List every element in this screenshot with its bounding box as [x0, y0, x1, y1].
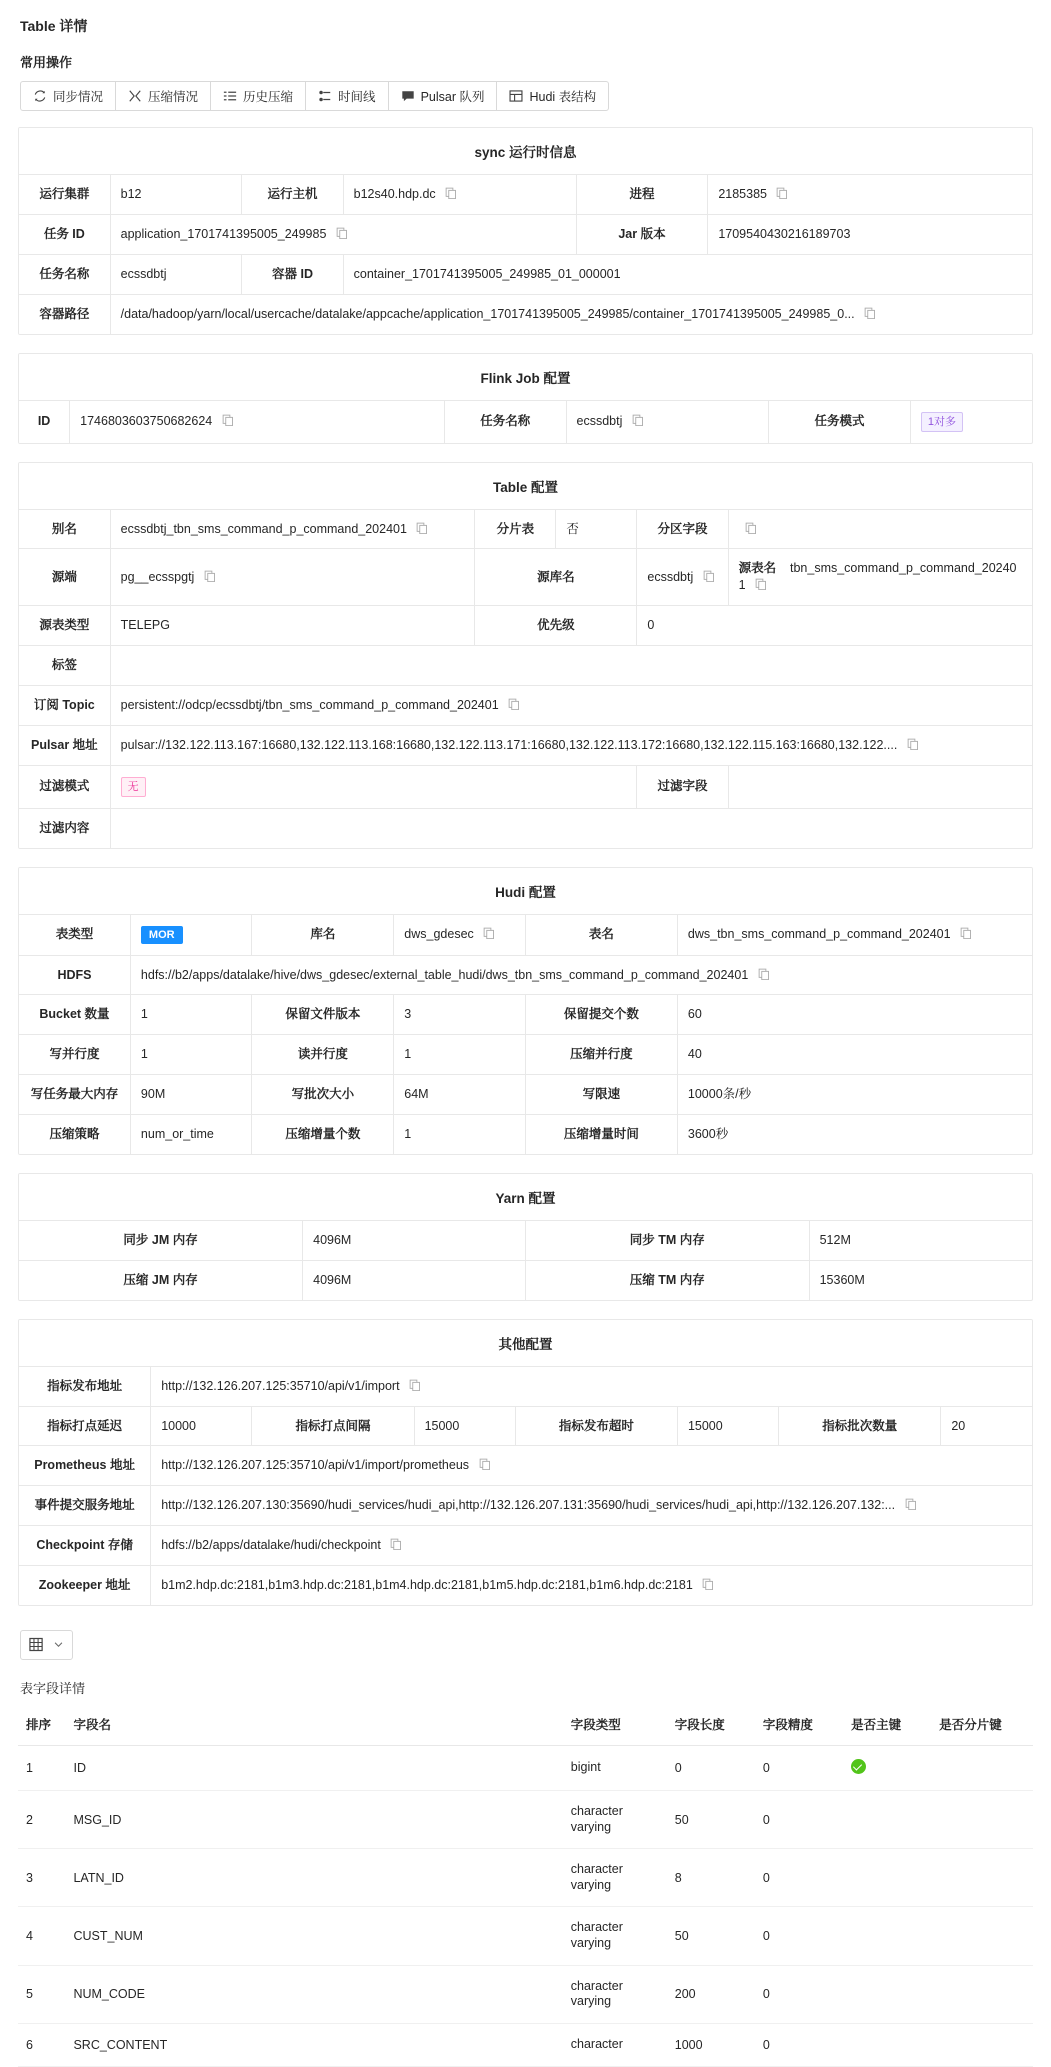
comp-tm-label: 压缩 TM 内存 — [525, 1260, 809, 1299]
prometheus-label: Prometheus 地址 — [19, 1446, 151, 1486]
fields-table — [18, 1703, 1033, 2067]
metric-timeout-label: 指标发布超时 — [515, 1406, 677, 1446]
table-config-card — [18, 462, 1033, 849]
source-table-cell — [728, 549, 1032, 606]
filter-field-label: 过滤字段 — [637, 765, 728, 808]
table-row — [19, 401, 1032, 443]
field-name: MSG_ID — [65, 1790, 562, 1848]
field-name: NUM_CODE — [65, 1965, 562, 2023]
keep-file-ver-value: 3 — [394, 995, 526, 1035]
hudi-config-table — [19, 915, 1032, 1154]
write-limit-value: 10000条/秒 — [677, 1075, 1032, 1115]
field-is-shard-key — [931, 1745, 1033, 1790]
field-is-primary-key — [843, 1965, 931, 2023]
column-header-field-name[interactable]: 字段名 — [65, 1703, 562, 1746]
container-id-label: 容器 ID — [242, 254, 343, 294]
filter-mode-badge: 无 — [121, 777, 146, 797]
field-is-primary-key — [843, 1907, 931, 1965]
table-row — [19, 1566, 1032, 1605]
write-limit-label: 写限速 — [525, 1075, 677, 1115]
table-row — [19, 1115, 1032, 1154]
copy-icon[interactable] — [416, 522, 428, 534]
metric-interval-value: 15000 — [414, 1406, 515, 1446]
flink-id-value: 1746803603750682624 — [70, 401, 445, 443]
compress-strategy-value: num_or_time — [130, 1115, 252, 1154]
hudi-table-structure-label: Hudi 表结构 — [529, 90, 597, 104]
source-db-value: ecssdbtj — [637, 549, 728, 606]
pulsar-queue-label: Pulsar 队列 — [420, 90, 485, 104]
copy-icon[interactable] — [632, 414, 644, 426]
table-row — [19, 214, 1032, 254]
copy-icon[interactable] — [390, 1538, 402, 1550]
field-precision: 0 — [755, 1745, 843, 1790]
field-length: 1000 — [667, 2023, 755, 2066]
keep-commit-label: 保留提交个数 — [525, 995, 677, 1035]
other-config-card — [18, 1319, 1033, 1606]
source-type-value: TELEPG — [110, 606, 475, 646]
hudi-table-type-label: 表类型 — [19, 915, 130, 956]
table-row — [19, 549, 1032, 606]
compress-strategy-label: 压缩策略 — [19, 1115, 130, 1154]
metric-publish-label: 指标发布地址 — [19, 1367, 151, 1406]
sync-runtime-title: sync 运行时信息 — [19, 128, 1032, 175]
compress-parallel-label: 压缩并行度 — [525, 1035, 677, 1075]
host-label: 运行主机 — [242, 175, 343, 214]
process-label: 进程 — [576, 175, 708, 214]
alias-label: 别名 — [19, 510, 110, 549]
field-precision: 0 — [755, 1790, 843, 1848]
compress-icon — [128, 89, 142, 103]
column-header-field-type[interactable]: 字段类型 — [563, 1703, 667, 1746]
other-config-title: 其他配置 — [19, 1320, 1032, 1367]
compress-inc-num-label: 压缩增量个数 — [252, 1115, 394, 1154]
write-parallel-value: 1 — [130, 1035, 252, 1075]
table-row — [18, 1907, 1033, 1965]
keep-commit-value: 60 — [677, 995, 1032, 1035]
hudi-table-value: dws_tbn_sms_command_p_command_202401 — [677, 915, 1032, 956]
copy-icon[interactable] — [445, 187, 457, 199]
alias-value: ecssdbtj_tbn_sms_command_p_command_202401 — [110, 510, 475, 549]
copy-icon[interactable] — [907, 738, 919, 750]
max-mem-value: 90M — [130, 1075, 252, 1115]
container-path-label: 容器路径 — [19, 294, 110, 333]
table-row — [19, 1221, 1032, 1260]
pulsar-addr-value: pulsar://132.122.113.167:16680,132.122.113.168:16680,132.122.113.171:16680,132.122.113.172:16680,132.122.115.163:16680,132.122.... — [110, 725, 1032, 765]
comp-tm-value: 15360M — [819, 1272, 865, 1287]
filter-mode-value — [110, 765, 637, 808]
sync-runtime-table — [19, 175, 1032, 334]
table-row — [18, 1965, 1033, 2023]
table-row — [19, 1406, 1032, 1446]
metric-delay-value: 10000 — [151, 1406, 252, 1446]
compress-inc-num-value: 1 — [394, 1115, 526, 1154]
metric-delay-label: 指标打点延迟 — [19, 1406, 151, 1446]
shard-table-value: 否 — [556, 510, 637, 549]
field-is-primary-key — [843, 1745, 931, 1790]
table-row — [19, 685, 1032, 725]
source-type-label: 源表类型 — [19, 606, 110, 646]
fields-section-title: 表字段详情 — [20, 1680, 86, 1696]
pulsar-addr-label: Pulsar 地址 — [19, 725, 110, 765]
history-compress-label: 历史压缩 — [243, 90, 294, 104]
container-path-value: /data/hadoop/yarn/local/usercache/datalake/appcache/application_1701741395005_249985/container_1701741395005_249985_0... — [110, 294, 1032, 333]
yarn-config-table — [19, 1221, 1032, 1300]
copy-icon[interactable] — [905, 1498, 917, 1510]
table-row — [19, 808, 1032, 847]
compress-parallel-value: 40 — [677, 1035, 1032, 1075]
source-db-label: 源库名 — [475, 549, 637, 606]
sync-tm-value: 512M — [809, 1221, 1032, 1260]
zookeeper-label: Zookeeper 地址 — [19, 1566, 151, 1605]
chevron-down-icon — [53, 1639, 64, 1650]
host-value: b12s40.hdp.dc — [343, 175, 576, 214]
compress-status-label: 压缩情况 — [148, 90, 199, 104]
filter-mode-label: 过滤模式 — [19, 765, 110, 808]
keep-file-ver-label: 保留文件版本 — [252, 995, 394, 1035]
hudi-table-structure-button[interactable] — [496, 81, 609, 111]
history-list-icon — [223, 89, 237, 103]
bucket-value: 1 — [130, 995, 252, 1035]
common-operations-label: 常用操作 — [20, 55, 73, 70]
field-name: SRC_CONTENT — [65, 2023, 562, 2066]
task-id-label: 任务 ID — [19, 214, 110, 254]
field-is-shard-key — [931, 1790, 1033, 1848]
hudi-config-title: Hudi 配置 — [19, 868, 1032, 915]
container-id-value: container_1701741395005_249985_01_000001 — [343, 254, 1032, 294]
page-title: Table 详情 — [20, 18, 88, 34]
flink-task-mode-label: 任务模式 — [769, 401, 911, 443]
field-precision: 0 — [755, 1965, 843, 2023]
metric-interval-label: 指标打点间隔 — [252, 1406, 414, 1446]
task-name-label: 任务名称 — [19, 254, 110, 294]
check-icon — [851, 1759, 866, 1774]
column-header-is-shard-key[interactable]: 是否分片键 — [931, 1703, 1033, 1746]
flink-job-title: Flink Job 配置 — [19, 354, 1032, 401]
table-settings-icon — [29, 1637, 44, 1652]
filter-content-value — [110, 808, 1032, 847]
table-row — [19, 765, 1032, 808]
copy-icon[interactable] — [703, 570, 715, 582]
field-type: character varying — [563, 1849, 667, 1907]
cluster-value: b12 — [110, 175, 242, 214]
field-is-shard-key — [931, 2023, 1033, 2066]
field-length: 50 — [667, 1907, 755, 1965]
flink-task-name-value: ecssdbtj — [566, 401, 769, 443]
field-precision: 0 — [755, 1907, 843, 1965]
copy-icon[interactable] — [702, 1578, 714, 1590]
field-order: 1 — [18, 1745, 65, 1790]
hudi-table-type-value — [130, 915, 252, 956]
partition-field-value — [728, 510, 1032, 549]
prometheus-value: http://132.126.207.125:35710/api/v1/import/prometheus — [151, 1446, 1032, 1486]
field-is-shard-key — [931, 1907, 1033, 1965]
flink-job-card — [18, 353, 1033, 444]
compress-inc-time-value: 3600秒 — [687, 1127, 729, 1141]
flink-id-label: ID — [19, 401, 70, 443]
write-parallel-label: 写并行度 — [19, 1035, 130, 1075]
table-row — [18, 1790, 1033, 1848]
tag-label: 标签 — [19, 646, 110, 686]
copy-icon[interactable] — [508, 698, 520, 710]
table-row — [19, 1486, 1032, 1526]
checkpoint-label: Checkpoint 存储 — [19, 1526, 151, 1566]
field-order: 4 — [18, 1907, 65, 1965]
topic-value: persistent://odcp/ecssdbtj/tbn_sms_command_p_command_202401 — [110, 685, 1032, 725]
flink-task-mode-value — [910, 401, 1032, 443]
field-name: ID — [65, 1745, 562, 1790]
event-submit-label: 事件提交服务地址 — [19, 1486, 151, 1526]
batch-size-value: 64M — [394, 1075, 526, 1115]
sync-runtime-card — [18, 127, 1033, 335]
history-compress-button[interactable] — [210, 81, 306, 111]
source-table-label: 源表名 — [738, 561, 777, 576]
table-row — [19, 294, 1032, 333]
table-row — [18, 2023, 1033, 2066]
field-is-shard-key — [931, 1849, 1033, 1907]
field-type: character varying — [563, 1907, 667, 1965]
source-table-value: tbn_sms_command_p_command_202401 — [738, 561, 1017, 593]
field-precision: 0 — [755, 2023, 843, 2066]
metric-batch-label: 指标批次数量 — [779, 1406, 941, 1446]
comp-jm-label: 压缩 JM 内存 — [19, 1260, 303, 1299]
column-header-field-length[interactable]: 字段长度 — [667, 1703, 755, 1746]
cluster-label: 运行集群 — [19, 175, 110, 214]
common-operations-toolbar — [20, 81, 1033, 111]
hudi-config-card — [18, 867, 1033, 1155]
copy-icon[interactable] — [204, 570, 216, 582]
field-is-primary-key — [843, 1849, 931, 1907]
read-parallel-label: 读并行度 — [252, 1035, 394, 1075]
copy-icon[interactable] — [336, 227, 348, 239]
jar-version-value: 1709540430216189703 — [708, 214, 1032, 254]
field-is-shard-key — [931, 1965, 1033, 2023]
table-icon — [509, 89, 523, 103]
message-icon — [401, 89, 415, 103]
sync-jm-value: 4096M — [303, 1221, 526, 1260]
copy-icon[interactable] — [222, 414, 234, 426]
table-row — [19, 995, 1032, 1035]
field-type: character varying — [563, 1965, 667, 2023]
zookeeper-value: b1m2.hdp.dc:2181,b1m3.hdp.dc:2181,b1m4.hdp.dc:2181,b1m5.hdp.dc:2181,b1m6.hdp.dc:2181 — [151, 1566, 1032, 1605]
field-is-primary-key — [843, 1790, 931, 1848]
priority-value: 0 — [637, 606, 1032, 646]
batch-size-label: 写批次大小 — [252, 1075, 394, 1115]
tag-value — [110, 646, 1032, 686]
task-id-value: application_1701741395005_249985 — [110, 214, 576, 254]
column-settings-button[interactable] — [20, 1630, 73, 1660]
compress-status-button[interactable] — [115, 81, 211, 111]
field-order: 3 — [18, 1849, 65, 1907]
table-row — [19, 606, 1032, 646]
table-row — [19, 254, 1032, 294]
hdfs-label: HDFS — [19, 955, 130, 995]
fields-table-header-row — [18, 1703, 1033, 1746]
field-is-primary-key — [843, 2023, 931, 2066]
shard-table-label: 分片表 — [475, 510, 556, 549]
column-header-order[interactable]: 排序 — [18, 1703, 65, 1746]
timeline-label: 时间线 — [338, 90, 376, 104]
source-value: pg__ecsspgtj — [110, 549, 475, 606]
field-type: character varying — [563, 1790, 667, 1848]
field-name: LATN_ID — [65, 1849, 562, 1907]
column-header-field-precision[interactable]: 字段精度 — [755, 1703, 843, 1746]
hudi-table-label: 表名 — [525, 915, 677, 956]
table-type-badge: MOR — [141, 926, 183, 944]
other-config-table — [19, 1367, 1032, 1605]
table-row — [19, 1526, 1032, 1566]
field-order: 6 — [18, 2023, 65, 2066]
table-row — [19, 1260, 1032, 1299]
compress-inc-time-label: 压缩增量时间 — [525, 1115, 677, 1154]
table-config-title: Table 配置 — [19, 463, 1032, 510]
field-length: 50 — [667, 1790, 755, 1848]
copy-icon[interactable] — [960, 927, 972, 939]
table-row — [19, 646, 1032, 686]
topic-label: 订阅 Topic — [19, 685, 110, 725]
timeline-button[interactable] — [305, 81, 389, 111]
sync-status-button[interactable] — [20, 81, 116, 111]
timeline-icon — [318, 89, 332, 103]
copy-icon[interactable] — [409, 1379, 421, 1391]
jar-version-label: Jar 版本 — [576, 214, 708, 254]
filter-content-label: 过滤内容 — [19, 808, 110, 847]
flink-task-name-label: 任务名称 — [444, 401, 566, 443]
table-config-table — [19, 510, 1032, 848]
read-parallel-value: 1 — [394, 1035, 526, 1075]
field-length: 8 — [667, 1849, 755, 1907]
field-length: 0 — [667, 1745, 755, 1790]
task-mode-badge: 1对多 — [921, 412, 963, 432]
field-type: bigint — [563, 1745, 667, 1790]
sync-status-label: 同步情况 — [53, 90, 104, 104]
yarn-config-title: Yarn 配置 — [19, 1174, 1032, 1221]
table-row — [19, 725, 1032, 765]
hudi-db-label: 库名 — [252, 915, 394, 956]
table-row — [18, 1849, 1033, 1907]
field-name: CUST_NUM — [65, 1907, 562, 1965]
yarn-config-card — [18, 1173, 1033, 1301]
table-row — [18, 1745, 1033, 1790]
metric-batch-value: 20 — [941, 1406, 1032, 1446]
filter-field-value — [728, 765, 1032, 808]
source-label: 源端 — [19, 549, 110, 606]
metric-timeout-value: 15000 — [677, 1406, 778, 1446]
table-row — [19, 915, 1032, 956]
sync-tm-label: 同步 TM 内存 — [525, 1221, 809, 1260]
copy-icon[interactable] — [483, 927, 495, 939]
pulsar-queue-button[interactable] — [388, 81, 498, 111]
table-row — [19, 175, 1032, 214]
copy-icon[interactable] — [758, 968, 770, 980]
table-row — [19, 1367, 1032, 1406]
field-order: 5 — [18, 1965, 65, 2023]
table-row — [19, 1446, 1032, 1486]
table-row — [19, 955, 1032, 995]
field-precision: 0 — [755, 1849, 843, 1907]
bucket-label: Bucket 数量 — [19, 995, 130, 1035]
field-type: character — [563, 2023, 667, 2066]
event-submit-value: http://132.126.207.130:35690/hudi_services/hudi_api,http://132.126.207.131:35690/hudi_services/hudi_api,http://132.126.207.132:... — [151, 1486, 1032, 1526]
flink-job-table — [19, 401, 1032, 443]
comp-jm-value: 4096M — [303, 1260, 526, 1299]
process-value: 2185385 — [708, 175, 1032, 214]
partition-field-label: 分区字段 — [637, 510, 728, 549]
fields-table-body — [18, 1745, 1033, 2066]
max-mem-label: 写任务最大内存 — [19, 1075, 130, 1115]
hdfs-value: hdfs://b2/apps/datalake/hive/dws_gdesec/external_table_hudi/dws_tbn_sms_command_p_command_202401 — [130, 955, 1032, 995]
table-row — [19, 510, 1032, 549]
priority-label: 优先级 — [475, 606, 637, 646]
task-name-value: ecssdbtj — [110, 254, 242, 294]
metric-publish-value: http://132.126.207.125:35710/api/v1/import — [151, 1367, 1032, 1406]
table-row — [19, 1075, 1032, 1115]
hudi-db-value: dws_gdesec — [394, 915, 526, 956]
copy-icon[interactable] — [755, 578, 767, 590]
copy-icon[interactable] — [776, 187, 788, 199]
checkpoint-value: hdfs://b2/apps/datalake/hudi/checkpoint — [151, 1526, 1032, 1566]
column-header-is-primary-key[interactable]: 是否主键 — [843, 1703, 931, 1746]
sync-jm-label: 同步 JM 内存 — [19, 1221, 303, 1260]
table-row — [19, 1035, 1032, 1075]
field-order: 2 — [18, 1790, 65, 1848]
copy-icon[interactable] — [479, 1458, 491, 1470]
sync-icon — [33, 89, 47, 103]
field-length: 200 — [667, 1965, 755, 2023]
copy-icon[interactable] — [864, 307, 876, 319]
copy-icon[interactable] — [745, 522, 757, 534]
